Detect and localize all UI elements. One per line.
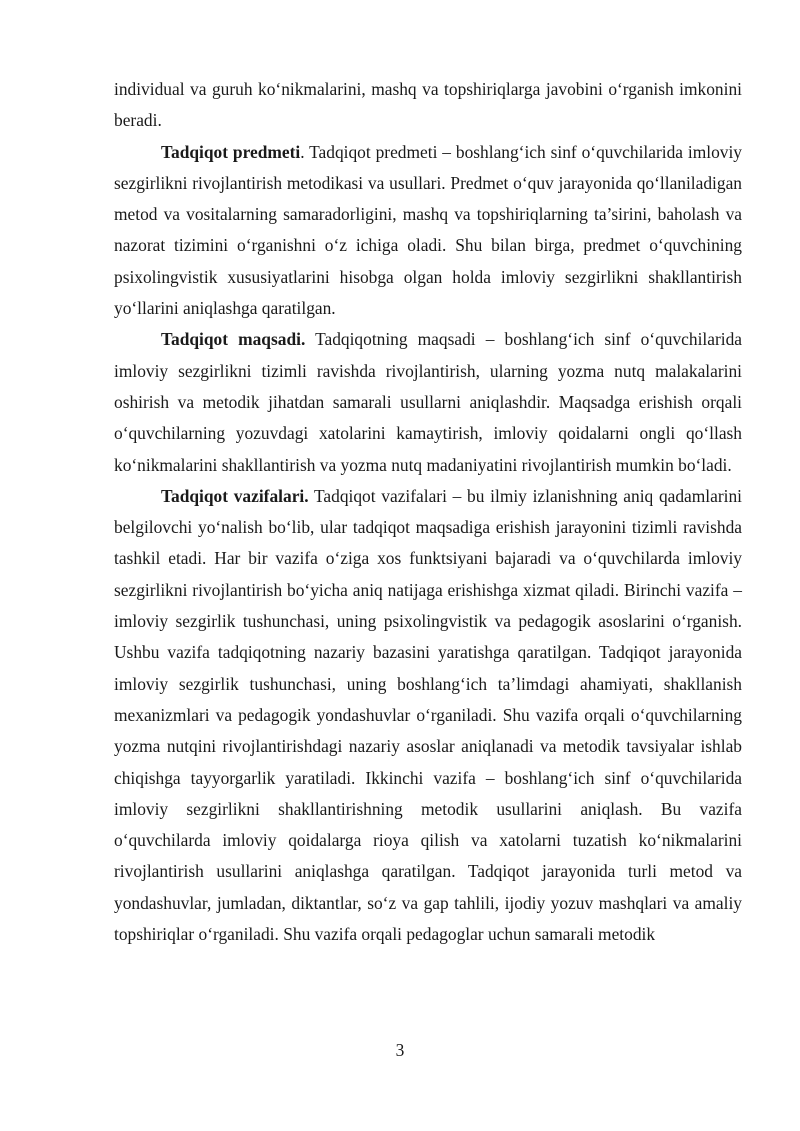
paragraph-heading: Tadqiqot vazifalari.	[161, 485, 309, 506]
paragraph-text: individual va guruh ko‘nikmalarini, mashq va topshiriqlarga javobini o‘rganish imkonini beradi.	[114, 79, 742, 131]
paragraph-continuation	[114, 74, 742, 137]
paragraph-text: Tadqiqot vazifalari – bu ilmiy izlanishning aniq qadamlarini belgilovchi yo‘nalish bo‘lib, ular tadqiqot maqsadiga erishish jarayonini tizimli ravishda tashkil etadi. Har bir vazifa o‘ziga xos funktsiyani bajaradi va o‘quvchilarda imloviy sezgirlikni rivojlantirish bo‘yicha aniq natijaga erishishga xizmat qiladi. Birinchi vazifa – imloviy sezgirlik tushunchasi, uning psixolingvistik va pedagogik asoslarini o‘rganish. Ushbu vazifa tadqiqotning nazariy bazasini yaratishga qaratilgan. Tadqiqot jarayonida imloviy sezgirlik tushunchasi, uning boshlang‘ich ta’limdagi ahamiyati, shakllanish mexanizmlari va pedagogik yondashuvlar o‘rganiladi. Shu vazifa orqali o‘quvchilarning yozma nutqini rivojlantirishdagi nazariy asoslar aniqlanadi va metodik tavsiyalar ishlab chiqishga tayyorgarlik yaratiladi. Ikkinchi vazifa – boshlang‘ich sinf o‘quvchilarida imloviy sezgirlikni shakllantirishning metodik usullarini aniqlash. Bu vazifa o‘quvchilarda imloviy qoidalarga rioya qilish va xatolarni tuzatish ko‘nikmalarini rivojlantirish usullarini aniqlashga qaratilgan. Tadqiqot jarayonida turli metod va yondashuvlar, jumladan, diktantlar, so‘z va gap tahlili, ijodiy yozuv mashqlari va amaliy topshiriqlar o‘rganiladi. Shu vazifa orqali pedagoglar uchun samarali metodik	[114, 485, 743, 945]
paragraph-research-subject	[114, 137, 742, 325]
paragraph-research-tasks	[114, 481, 742, 950]
paragraph-heading: Tadqiqot predmeti	[161, 141, 301, 162]
paragraph-research-goal	[114, 324, 742, 480]
paragraph-text: . Tadqiqot predmeti – boshlang‘ich sinf o‘quvchilarida imloviy sezgirlikni rivojlantirish metodikasi va usullari. Predmet o‘quv jarayonida qo‘llaniladigan metod va vositalarning samaradorligini, mashq va topshiriqlarning ta’sirini, baholash va nazorat tizimini o‘rganishni o‘z ichiga oladi. Shu bilan birga, predmet o‘quvchining psixolingvistik xususiyatlarini hisobga olgan holda imloviy sezgirlikni shakllantirish yo‘llarini aniqlashga qaratilgan.	[114, 141, 742, 319]
document-body	[114, 74, 742, 950]
paragraph-heading: Tadqiqot maqsadi.	[161, 329, 306, 350]
page-number: 3	[395, 1040, 405, 1060]
paragraph-text: Tadqiqotning maqsadi – boshlang‘ich sinf o‘quvchilarida imloviy sezgirlikni tizimli ravishda rivojlantirish, ularning yozma nutq malakalarini oshirish va metodik jihatdan samarali usullarni aniqlashdir. Maqsadga erishish orqali o‘quvchilarning yozuvdagi xatolarini kamaytirish, imloviy qoidalarni ongli qo‘llash ko‘nikmalarini shakllantirish va yozma nutq madaniyatini rivojlantirish mumkin bo‘ladi.	[114, 329, 743, 475]
